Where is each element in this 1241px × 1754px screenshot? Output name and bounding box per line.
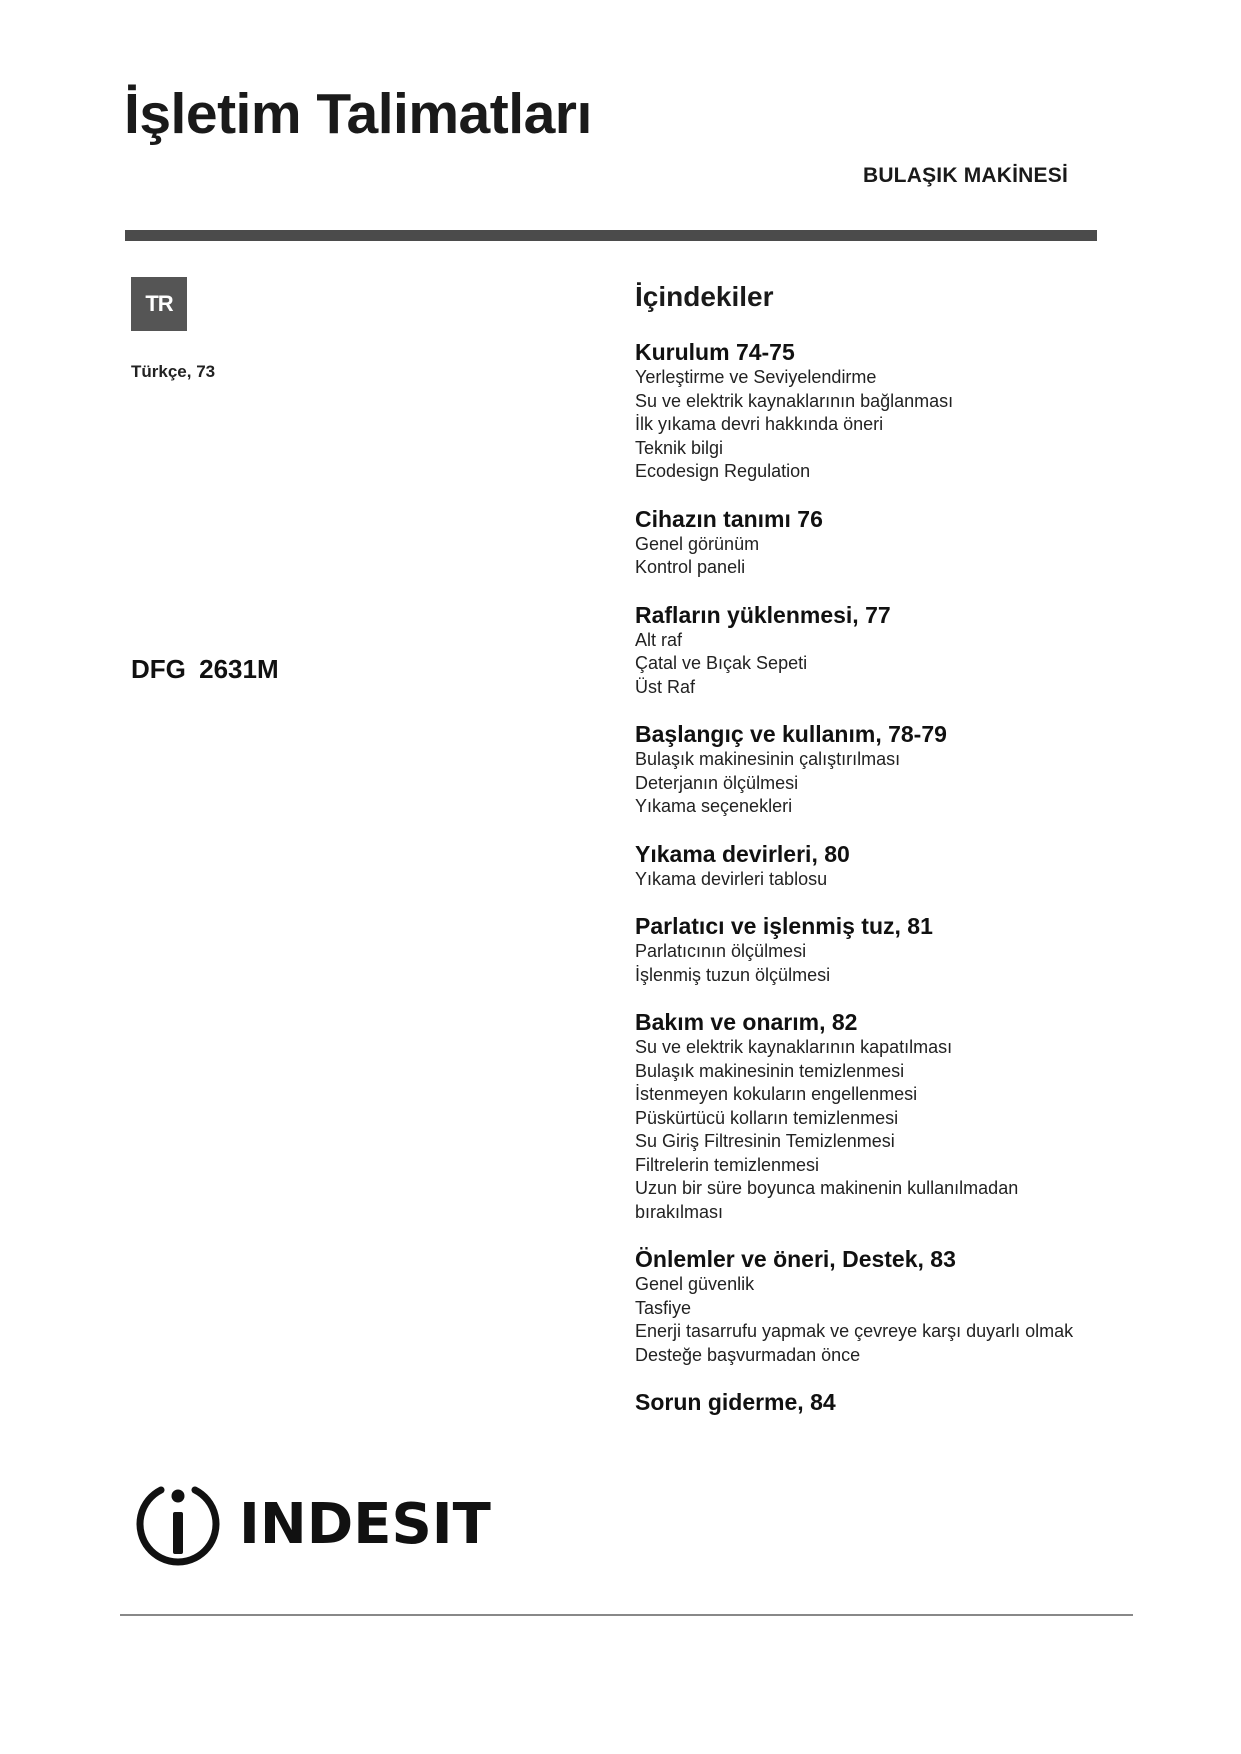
document-subtitle: BULAŞIK MAKİNESİ (862, 164, 1068, 187)
toc-item-list (635, 1036, 1105, 1224)
toc-item: Genel güvenlik (635, 1274, 755, 1294)
toc-item: Kontrol paneli (635, 557, 746, 577)
toc-sections (635, 339, 1105, 1416)
toc-item: Yıkama devirleri tablosu (635, 868, 828, 889)
toc-section-title: Parlatıcı ve işlenmiş tuz, 81 (635, 913, 933, 939)
toc-item: Su Giriş Filtresinin Temizlenmesi (635, 1131, 895, 1151)
toc-item-list (635, 629, 1105, 700)
toc-section (635, 841, 1105, 892)
toc-item: Bulaşık makinesinin temizlenmesi (635, 1060, 905, 1081)
toc-item-list (635, 940, 1105, 987)
toc-item: Tasfiye (635, 1297, 692, 1318)
toc-item-list (635, 366, 1105, 484)
brand-logo (131, 1478, 491, 1572)
brand-name: INDESIT (239, 1492, 491, 1557)
toc-section (635, 913, 1105, 987)
toc-item: Ecodesign Regulation (635, 461, 811, 481)
table-of-contents (635, 281, 1105, 1438)
toc-item: Çatal ve Bıçak Sepeti (635, 653, 808, 673)
toc-item: Deterjanın ölçülmesi (635, 772, 799, 793)
toc-section-title: Kurulum 74-75 (635, 339, 795, 365)
toc-heading: İçindekiler (635, 281, 774, 312)
toc-item: bırakılması (635, 1201, 724, 1222)
toc-section (635, 1389, 1105, 1416)
language-badge: TR (131, 277, 187, 331)
toc-item: Genel görünüm (635, 533, 760, 554)
toc-item: Enerji tasarrufu yapmak ve çevreye karşı duyarlı olmak (635, 1321, 1074, 1341)
toc-item-list (635, 1273, 1105, 1367)
footer-divider (120, 1614, 1133, 1616)
toc-section (635, 339, 1105, 484)
toc-item: Teknik bilgi (635, 437, 724, 458)
language-label: Türkçe, 73 (131, 362, 216, 381)
toc-item: İstenmeyen kokuların engellenmesi (635, 1084, 918, 1104)
toc-item: Desteğe başvurmadan önce (635, 1344, 861, 1365)
toc-section-title: Başlangıç ve kullanım, 78-79 (635, 721, 947, 747)
header-divider (125, 230, 1097, 241)
toc-item: Parlatıcının ölçülmesi (635, 941, 807, 961)
toc-item: Alt raf (635, 629, 683, 650)
toc-item-list (635, 748, 1105, 819)
toc-section-title: Sorun giderme, 84 (635, 1389, 836, 1415)
toc-section-title: Bakım ve onarım, 82 (635, 1009, 858, 1035)
toc-section (635, 721, 1105, 819)
toc-section (635, 602, 1105, 700)
toc-section (635, 506, 1105, 580)
toc-item: Filtrelerin temizlenmesi (635, 1154, 820, 1175)
toc-item: Su ve elektrik kaynaklarının bağlanması (635, 390, 954, 411)
toc-item: Su ve elektrik kaynaklarının kapatılması (635, 1037, 953, 1057)
toc-item: Püskürtücü kolların temizlenmesi (635, 1107, 899, 1128)
toc-item: Yıkama seçenekleri (635, 796, 793, 816)
indesit-logo-icon (131, 1478, 225, 1572)
toc-item: Üst Raf (635, 676, 696, 697)
toc-item-list (635, 868, 1105, 892)
toc-section-title: Önlemler ve öneri, Destek, 83 (635, 1246, 956, 1272)
toc-section (635, 1009, 1105, 1224)
toc-item: Yerleştirme ve Seviyelendirme (635, 367, 877, 387)
toc-item-list (635, 533, 1105, 580)
toc-section-title: Yıkama devirleri, 80 (635, 840, 850, 867)
toc-item: İşlenmiş tuzun ölçülmesi (635, 964, 831, 985)
document-title: İşletim Talimatları (124, 82, 592, 146)
toc-item: Uzun bir süre boyunca makinenin kullanılmadan (635, 1178, 1019, 1198)
toc-section-title: Cihazın tanımı 76 (635, 505, 823, 532)
toc-section (635, 1246, 1105, 1367)
toc-item: İlk yıkama devri hakkında öneri (635, 414, 884, 434)
toc-section-title: Rafların yüklenmesi, 77 (635, 601, 891, 628)
model-name: DFG 2631M (131, 654, 279, 684)
toc-item: Bulaşık makinesinin çalıştırılması (635, 749, 901, 769)
